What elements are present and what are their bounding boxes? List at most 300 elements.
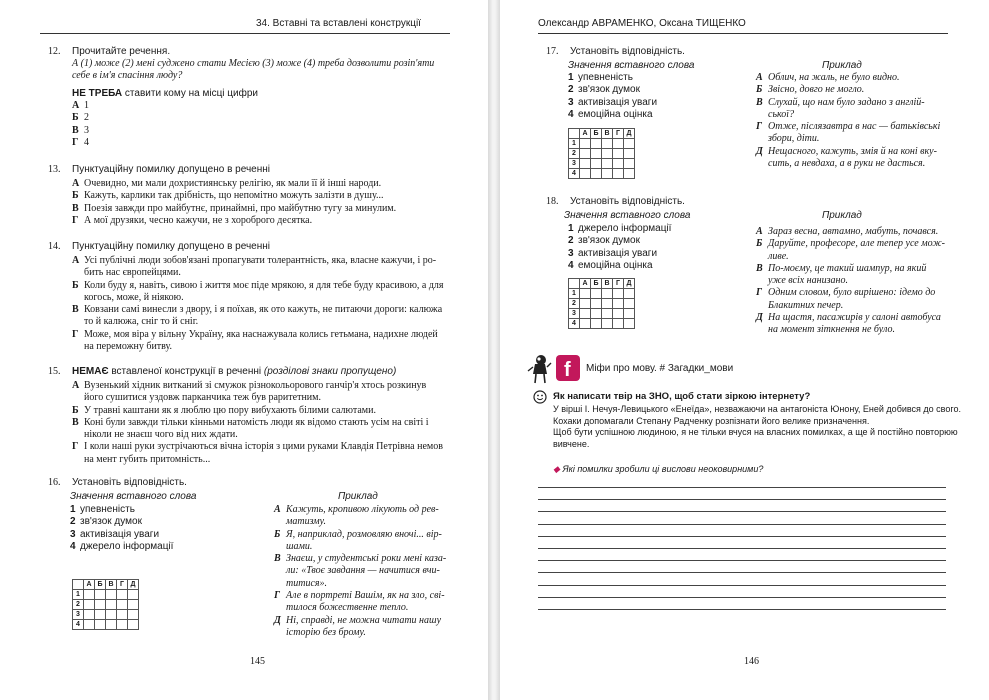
grid-cell[interactable] — [84, 620, 95, 630]
example-text: Одним словом, було вирішено: ідемо до — [768, 287, 936, 299]
column-header-meaning: Значення вставного слова — [568, 60, 695, 71]
example-text: Слухай, що нам було задано з англій- — [768, 96, 925, 108]
grid-cell[interactable] — [580, 149, 591, 159]
option-c[interactable] — [72, 417, 443, 442]
question-14 — [48, 241, 458, 351]
option-a[interactable] — [72, 178, 396, 190]
meaning-text: емоційна оцінка — [578, 259, 653, 271]
zno-line: Щоб бути успішною людиною, я не тільки вчуся на власних помилках, а ще й постійно повторюю — [553, 427, 958, 437]
option-text: 1 — [84, 100, 89, 111]
meaning-text: упевненість — [578, 72, 633, 83]
option-d[interactable] — [72, 215, 396, 227]
grid-cell[interactable] — [117, 600, 128, 610]
grid-cell[interactable] — [106, 620, 117, 630]
meaning-item: 3 активізація уваги — [70, 528, 160, 540]
option-text-cont: на переможну битву. — [84, 341, 173, 353]
meaning-item: 3 активізація уваги — [568, 96, 658, 108]
grid-col-label: А — [84, 580, 95, 590]
writing-line[interactable] — [538, 560, 946, 561]
meaning-list — [568, 72, 657, 121]
question-title: Прочитайте речення. — [72, 46, 171, 57]
grid-cell[interactable] — [602, 149, 613, 159]
zno-title: Як написати твір на ЗНО, щоб стати зіркою інтернету? — [553, 391, 811, 402]
writing-line[interactable] — [538, 487, 946, 488]
option-text: І коли наші руки зустрічаються вічна історія з цими руками Клавдія Петрівна немов — [84, 441, 443, 453]
question-number: 13. — [48, 164, 61, 175]
example-text-cont: на момент зіткнення не було. — [768, 324, 895, 336]
option-a[interactable] — [72, 100, 89, 112]
example-text: Я, наприклад, розмовляю вночі... вір- — [286, 528, 442, 540]
example-letter: Д — [274, 614, 281, 626]
grid-col-label: Г — [613, 129, 624, 139]
question-title: Установіть відповідність. — [570, 46, 685, 57]
grid-cell[interactable] — [613, 309, 624, 319]
meaning-item: 2 зв'язок думок — [568, 235, 640, 247]
option-text: Ковзани самі винесли з двору, і я поїхав, як ото кажуть, не питаючи дороги: калюжа — [84, 304, 443, 316]
example-a — [756, 226, 952, 238]
grid-corner — [569, 279, 580, 289]
option-b[interactable] — [72, 280, 444, 305]
grid-cell[interactable] — [591, 319, 602, 329]
zno-line: вивчене. — [553, 438, 590, 449]
grid-cell[interactable] — [624, 139, 635, 149]
grid-cell[interactable] — [602, 169, 613, 179]
meaning-item: 4 емоційна оцінка — [568, 259, 653, 271]
option-letter: Г — [72, 441, 79, 453]
grid-cell[interactable] — [624, 299, 635, 309]
example-letter: А — [756, 226, 763, 237]
example-text-cont: ської? — [768, 108, 795, 120]
option-text: Вузенький хідник витканий зі смужок різнокольорового ганчір'я хтось розкинув — [84, 380, 427, 391]
sentence-line-2: себе в ім'я спасіння люду? — [72, 70, 183, 81]
meaning-item: 1 упевненість — [70, 504, 135, 515]
question-16 — [48, 477, 458, 637]
example-text: Облич, на жаль, не було видно. — [768, 72, 900, 83]
grid-cell[interactable] — [580, 159, 591, 169]
writing-line[interactable] — [538, 572, 946, 573]
question-17 — [546, 46, 956, 186]
example-letter: В — [274, 553, 281, 565]
option-letter: В — [72, 416, 79, 428]
example-letter: Г — [756, 287, 763, 299]
example-d — [274, 590, 454, 615]
grid-cell[interactable] — [624, 169, 635, 179]
grid-cell[interactable] — [84, 590, 95, 600]
option-a[interactable] — [72, 380, 443, 405]
option-text: Може, моя віра у вільну Україну, яка наснажувала колись гетьмана, надихне людей — [84, 328, 438, 340]
instruction-emphasis: НЕ ТРЕБА — [72, 88, 123, 99]
meaning-item: 4 джерело інформації — [70, 540, 174, 552]
example-text: Звісно, довго не могло. — [768, 84, 865, 96]
option-letter: Г — [72, 136, 79, 148]
example-d — [756, 287, 952, 312]
option-letter: Г — [72, 328, 79, 340]
grid-cell[interactable] — [95, 610, 106, 620]
example-b — [756, 84, 952, 96]
grid-cell[interactable] — [602, 289, 613, 299]
example-text: Зараз весна, автамно, мабуть, почався. — [768, 226, 939, 237]
zno-task-text: Які помилки зробили ці вислови неоковирними? — [562, 464, 764, 474]
option-a[interactable] — [72, 255, 444, 280]
title-note: (розділові знаки пропущено) — [263, 366, 397, 377]
option-c[interactable] — [72, 304, 444, 329]
option-text: Очевидно, ми мали дохристиянську релігію, як мали її й інші народи. — [84, 178, 382, 189]
example-text: Даруйте, професоре, але тепер усе мож- — [768, 238, 945, 250]
example-letter: Б — [756, 238, 763, 250]
question-number: 18. — [546, 196, 559, 207]
example-text: Кажуть, кропивою лікують од рев- — [286, 504, 439, 515]
answer-grid — [72, 579, 139, 630]
grid-row-label: 3 — [569, 159, 580, 169]
grid-cell[interactable] — [128, 610, 139, 620]
grid-cell[interactable] — [95, 620, 106, 630]
meaning-text: джерело інформації — [578, 223, 672, 234]
grid-cell[interactable] — [602, 319, 613, 329]
example-text: Отже, післязавтра в нас — батьківські — [768, 121, 941, 133]
example-b — [274, 529, 454, 554]
question-13 — [48, 164, 458, 234]
option-text-cont: на мент губить притомність... — [84, 453, 211, 465]
example-letter: Д — [756, 145, 763, 157]
meaning-item: 3 активізація уваги — [568, 247, 658, 259]
meaning-list — [70, 504, 173, 553]
example-c — [274, 553, 454, 590]
grid-corner — [569, 129, 580, 139]
question-title: Установіть відповідність. — [570, 196, 685, 207]
grid-cell[interactable] — [580, 289, 591, 299]
option-d[interactable] — [72, 441, 443, 466]
example-letter: А — [274, 504, 281, 515]
example-letter: Д — [756, 312, 763, 324]
question-title — [72, 366, 396, 378]
example-letter: В — [756, 96, 763, 108]
header-rule-left — [40, 33, 450, 34]
question-title: Установіть відповідність. — [72, 477, 187, 488]
grid-cell[interactable] — [602, 159, 613, 169]
example-letter: Б — [274, 528, 281, 540]
grid-cell[interactable] — [117, 590, 128, 600]
writing-line[interactable] — [538, 499, 946, 500]
grid-cell[interactable] — [613, 289, 624, 299]
option-text-cont: ніколи не знаєш чого від них ждати. — [84, 429, 238, 441]
example-letter: Г — [756, 121, 763, 133]
column-header-meaning: Значення вставного слова — [70, 491, 197, 502]
option-text: У травні каштани як я люблю цю пору вибухають білими салютами. — [84, 404, 376, 416]
grid-cell[interactable] — [580, 299, 591, 309]
grid-row-label: 4 — [73, 620, 84, 630]
option-letter: А — [72, 255, 80, 266]
example-d — [756, 121, 952, 146]
example-e — [756, 312, 952, 337]
grid-cell[interactable] — [128, 620, 139, 630]
grid-cell[interactable] — [624, 309, 635, 319]
grid-row-label: 1 — [569, 139, 580, 149]
grid-cell[interactable] — [84, 610, 95, 620]
example-e — [274, 615, 454, 640]
example-text: Нещасного, кажуть, змія й на коні вку- — [768, 145, 937, 157]
option-letter: Г — [72, 214, 79, 226]
smiley-icon — [533, 390, 547, 404]
left-page — [0, 0, 488, 700]
example-e — [756, 146, 952, 171]
grid-cell[interactable] — [613, 139, 624, 149]
grid-cell[interactable] — [591, 289, 602, 299]
writing-line[interactable] — [538, 524, 946, 525]
option-text-cont: бить нас європейцями. — [84, 267, 181, 279]
meaning-text: джерело інформації — [80, 540, 174, 552]
question-number: 16. — [48, 477, 61, 488]
grid-row-label: 1 — [569, 289, 580, 299]
example-b — [756, 238, 952, 263]
examples — [756, 226, 952, 337]
question-number: 15. — [48, 366, 61, 377]
grid-row-label: 4 — [569, 169, 580, 179]
meaning-text: зв'язок думок — [578, 235, 640, 247]
example-letter: В — [756, 262, 763, 274]
question-number: 12. — [48, 46, 61, 57]
grid-cell[interactable] — [591, 299, 602, 309]
social-hashtag-text: Міфи про мову. # Загадки_мови — [586, 363, 734, 374]
question-number: 14. — [48, 241, 61, 252]
instruction — [72, 88, 258, 100]
grid-cell[interactable] — [580, 139, 591, 149]
svg-text:f: f — [564, 359, 571, 381]
grid-cell[interactable] — [106, 610, 117, 620]
example-letter: Б — [756, 84, 763, 96]
meaning-text: упевненість — [80, 504, 135, 515]
zno-task — [553, 464, 763, 475]
meaning-text: активізація уваги — [578, 96, 658, 108]
grid-cell[interactable] — [602, 139, 613, 149]
option-c[interactable] — [72, 125, 89, 137]
option-text-cont: когось, може, й ніякою. — [84, 291, 184, 303]
options — [72, 380, 443, 466]
example-c — [756, 97, 952, 122]
grid-col-label: Д — [128, 580, 139, 590]
grid-col-label: В — [106, 580, 117, 590]
option-b[interactable] — [72, 405, 443, 417]
example-text: Знаєш, у студентські роки мені каза- — [286, 553, 447, 565]
grid-cell[interactable] — [613, 319, 624, 329]
meaning-item: 1 джерело інформації — [568, 223, 672, 234]
example-c — [756, 263, 952, 288]
example-letter: А — [756, 72, 763, 83]
grid-col-label: Б — [591, 279, 602, 289]
meaning-text: емоційна оцінка — [578, 108, 653, 120]
sentence-line-1: А (1) може (2) мені суджено стати Месією (3) може (4) треба дозволити розіп'яти — [72, 58, 435, 69]
writing-line[interactable] — [538, 585, 946, 586]
options — [72, 255, 444, 353]
grid-cell[interactable] — [591, 149, 602, 159]
meaning-item: 1 упевненість — [568, 72, 633, 83]
question-12 — [48, 46, 448, 146]
running-header-left: 34. Вставні та вставлені конструкції — [256, 18, 421, 29]
grid-col-label: В — [602, 279, 613, 289]
grid-row-label: 2 — [73, 600, 84, 610]
meaning-text: активізація уваги — [578, 247, 658, 259]
example-text-cont: ли: «Твоє завдання — начитися вчи- — [286, 565, 440, 577]
example-text-cont: уже всіх нанизано. — [768, 275, 848, 287]
option-text-cont: то й калюжа, сніг то й сніг. — [84, 316, 199, 328]
examples — [274, 504, 454, 639]
meaning-text: зв'язок думок — [80, 516, 142, 528]
page-number-left: 145 — [250, 656, 265, 667]
option-letter: А — [72, 178, 80, 189]
meaning-item: 2 зв'язок думок — [70, 516, 142, 528]
grid-cell[interactable] — [591, 159, 602, 169]
question-title: Пунктуаційну помилку допущено в реченні — [72, 241, 270, 252]
grid-col-label: Д — [624, 279, 635, 289]
writing-line[interactable] — [538, 597, 946, 598]
grid-cell[interactable] — [624, 149, 635, 159]
grid-row-label: 1 — [73, 590, 84, 600]
option-text: 4 — [84, 136, 89, 148]
example-text-cont: сить, а невдаха, а в руки не дасться. — [768, 158, 926, 170]
option-c[interactable] — [72, 203, 396, 215]
examples — [756, 72, 952, 170]
example-text: Ні, справді, не можна читати нашу — [286, 614, 442, 626]
option-letter: В — [72, 304, 79, 316]
question-number: 17. — [546, 46, 559, 57]
grid-cell[interactable] — [613, 169, 624, 179]
grid-cell[interactable] — [591, 139, 602, 149]
grid-cell[interactable] — [95, 590, 106, 600]
writing-line[interactable] — [538, 536, 946, 537]
zno-line: Кохаки допомагали Степану Радченку розпізнати його велике призначення. — [553, 415, 870, 426]
title-text: вставленої конструкції в реченні — [108, 366, 264, 377]
options — [72, 100, 89, 149]
question-title: Пунктуаційну помилку допущено в реченні — [72, 164, 270, 175]
grid-row-label: 3 — [73, 610, 84, 620]
option-text: А мої друзяки, чесно кажучи, не з хороброго десятка. — [84, 214, 313, 226]
grid-cell[interactable] — [602, 309, 613, 319]
facebook-icon[interactable] — [556, 355, 580, 381]
grid-cell[interactable] — [613, 299, 624, 309]
option-letter: А — [72, 380, 80, 391]
book-gutter — [488, 0, 500, 700]
grid-cell[interactable] — [128, 590, 139, 600]
grid-cell[interactable] — [580, 169, 591, 179]
question-18 — [546, 196, 956, 336]
example-text-cont: історію без брому. — [286, 626, 366, 638]
example-text: По-моєму, це такий шампур, на який — [768, 262, 927, 274]
grid-col-label: Б — [591, 129, 602, 139]
grid-cell[interactable] — [84, 600, 95, 610]
grid-col-label: А — [580, 129, 591, 139]
option-text: Коні були завжди тільки кінньми натомість люди як відомо стають усім на світі і — [84, 416, 429, 428]
option-text: Поезія завжди про майбутнє, принаймні, про майбутню тугу за минулим. — [84, 202, 397, 214]
grid-cell[interactable] — [613, 159, 624, 169]
grid-cell[interactable] — [580, 319, 591, 329]
grid-cell[interactable] — [624, 289, 635, 299]
grid-row-label: 4 — [569, 319, 580, 329]
option-text: Усі публічні люди зобов'язані пропагувати толерантність, яка, власне кажучи, і ро- — [84, 255, 437, 266]
meaning-text: активізація уваги — [80, 528, 160, 540]
instruction-text: ставити кому на місці цифри — [122, 88, 258, 99]
example-text: На щастя, пасажирів у салоні автобуса — [768, 312, 941, 324]
grid-row-label: 2 — [569, 149, 580, 159]
example-text-cont: Блакитних печер. — [768, 299, 844, 311]
grid-cell[interactable] — [613, 149, 624, 159]
grid-col-label: Д — [624, 129, 635, 139]
column-header-example: Приклад — [822, 60, 862, 71]
question-15 — [48, 366, 458, 476]
grid-cell[interactable] — [591, 309, 602, 319]
page-number-right: 146 — [744, 656, 759, 667]
grid-col-label: В — [602, 129, 613, 139]
title-emphasis: НЕМАЄ — [72, 366, 109, 377]
example-a — [756, 72, 952, 84]
grid-cell[interactable] — [117, 620, 128, 630]
grid-cell[interactable] — [117, 610, 128, 620]
grid-cell[interactable] — [95, 600, 106, 610]
writing-line[interactable] — [538, 548, 946, 549]
example-letter: Г — [274, 590, 281, 602]
option-letter: Б — [72, 190, 79, 202]
column-header-example: Приклад — [822, 210, 862, 221]
example-a — [274, 504, 454, 529]
grid-col-label: А — [580, 279, 591, 289]
grid-col-label: Г — [613, 279, 624, 289]
option-text: Коли буду я, навіть, сивою і життя моє піде мрякою, я для тебе буду красивою, а для — [84, 279, 444, 291]
example-text-cont: збори, діти. — [768, 133, 820, 145]
option-b[interactable] — [72, 112, 89, 124]
grid-cell[interactable] — [106, 590, 117, 600]
meaning-text: зв'язок думок — [578, 84, 640, 96]
option-letter: В — [72, 202, 79, 214]
option-d[interactable] — [72, 137, 89, 149]
answer-grid — [568, 278, 635, 329]
option-text-cont: його сушитися уздовж парканчика теж був раритетним. — [84, 392, 321, 404]
example-text-cont: матизму. — [286, 516, 326, 528]
example-text-cont: шами. — [286, 540, 313, 552]
writing-line[interactable] — [538, 511, 946, 512]
option-letter: Б — [72, 112, 79, 124]
zno-line: У вірші І. Нечуя-Левицького «Енеїда», незважаючи на антагоніста Юнону, Еней добився до свого. — [553, 404, 961, 414]
grid-col-label: Г — [117, 580, 128, 590]
grid-row-label: 2 — [569, 299, 580, 309]
grid-corner — [73, 580, 84, 590]
meaning-item: 4 емоційна оцінка — [568, 108, 653, 120]
grid-row-label: 3 — [569, 309, 580, 319]
column-header-example: Приклад — [338, 491, 378, 502]
grid-cell[interactable] — [591, 169, 602, 179]
option-text: Кажуть, карлики так дрібність, що непомітно можуть залізти в душу... — [84, 190, 384, 202]
option-b[interactable] — [72, 190, 396, 202]
grid-cell[interactable] — [624, 159, 635, 169]
header-rule-right — [538, 33, 948, 34]
example-text-cont: титися». — [286, 577, 328, 589]
meaning-list — [568, 223, 671, 272]
option-d[interactable] — [72, 329, 444, 354]
grid-cell[interactable] — [128, 600, 139, 610]
example-text: Але в портреті Вашім, як на зло, сві- — [286, 590, 445, 602]
grid-cell[interactable] — [106, 600, 117, 610]
writing-line[interactable] — [538, 609, 946, 610]
mascot-figure — [526, 352, 552, 384]
option-letter: В — [72, 124, 79, 136]
grid-cell[interactable] — [602, 299, 613, 309]
grid-cell[interactable] — [624, 319, 635, 329]
option-letter: А — [72, 100, 80, 111]
options — [72, 178, 396, 227]
answer-grid — [568, 128, 635, 179]
option-text: 3 — [84, 124, 89, 136]
zno-body — [553, 404, 961, 450]
example-text-cont: тилося божественне тепло. — [286, 602, 409, 614]
running-header-right: Олександр АВРАМЕНКО, Оксана ТИЩЕНКО — [538, 18, 746, 29]
grid-cell[interactable] — [580, 309, 591, 319]
